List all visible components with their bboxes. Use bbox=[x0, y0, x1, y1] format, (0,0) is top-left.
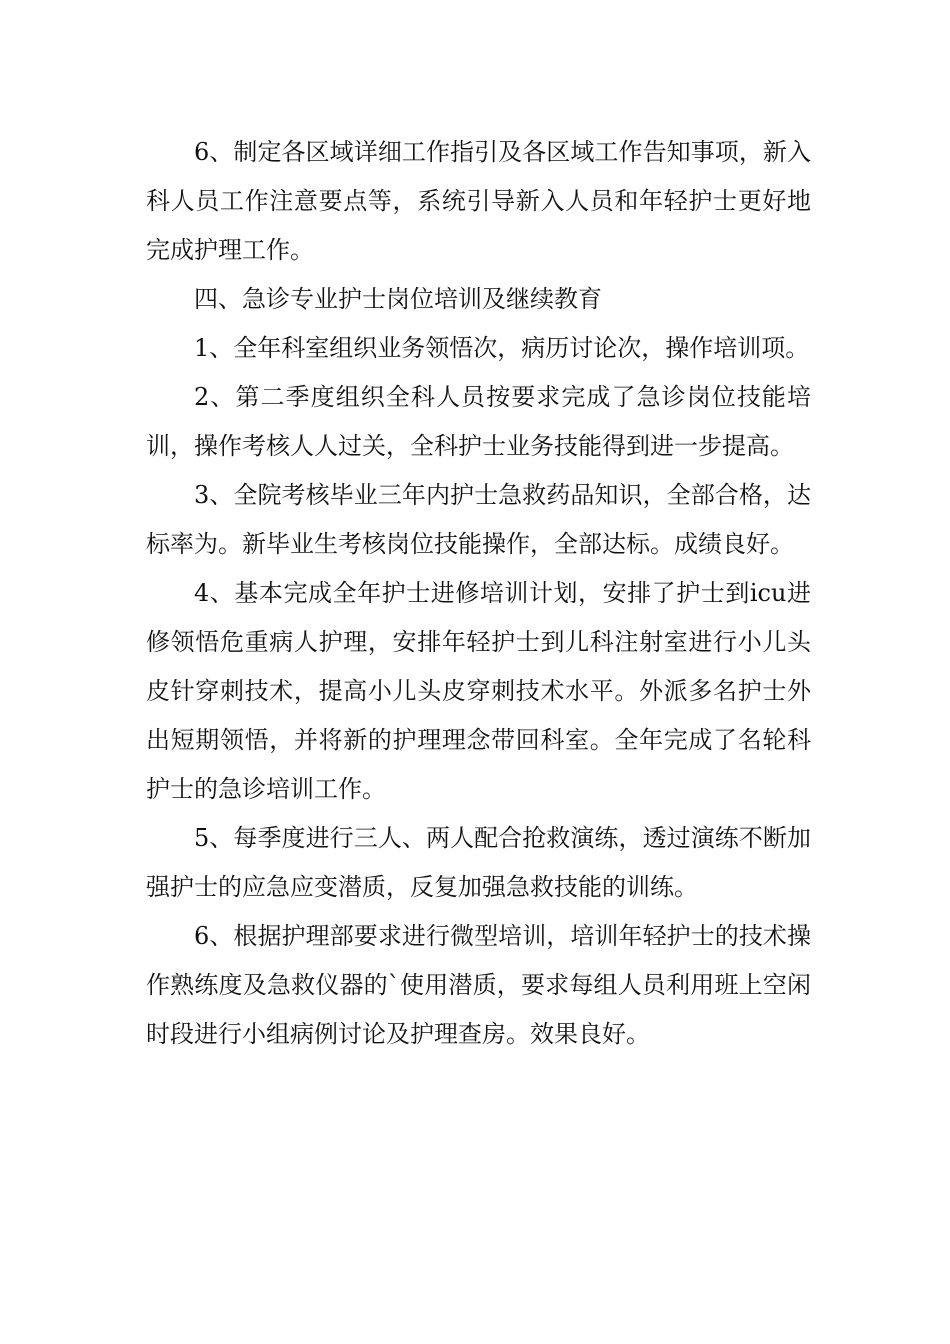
paragraph-item-1-activities: 1、全年科室组织业务领悟次，病历讨论次，操作培训项。 bbox=[194, 334, 810, 362]
paragraph-item-4-advanced-study: 4、基本完成全年护士进修培训计划，安排了护士到icu进修领悟危重病人护理，安排年轻护士到儿科注射室进行小儿头皮针穿刺技术，提高小儿头皮穿刺技术水平。外派多名护士外出短期领悟，并将新的护理理念带回科室。全年完成了名轮科护士的急诊培训工作。 bbox=[146, 579, 811, 803]
paragraph-item-3-assessment: 3、全院考核毕业三年内护士急救药品知识，全部合格，达标率为。新毕业生考核岗位技能操作，全部达标。成绩良好。 bbox=[146, 481, 811, 558]
section-heading-training: 四、急诊专业护士岗位培训及继续教育 bbox=[194, 285, 602, 313]
paragraph-item-2-skills-training: 2、第二季度组织全科人员按要求完成了急诊岗位技能培训，操作考核人人过关，全科护士业务技能得到进一步提高。 bbox=[146, 383, 811, 460]
paragraph-item-6-guidelines: 6、制定各区域详细工作指引及各区域工作告知事项，新入科人员工作注意要点等，系统引导新入人员和年轻护士更好地完成护理工作。 bbox=[146, 138, 811, 264]
document-body bbox=[146, 128, 811, 1059]
paragraph-item-5-drills: 5、每季度进行三人、两人配合抢救演练，透过演练不断加强护士的应急应变潜质，反复加强急救技能的训练。 bbox=[146, 824, 811, 901]
paragraph-item-6-micro-training: 6、根据护理部要求进行微型培训，培训年轻护士的技术操作熟练度及急救仪器的`使用潜质，要求每组人员利用班上空闲时段进行小组病例讨论及护理查房。效果良好。 bbox=[146, 922, 811, 1048]
